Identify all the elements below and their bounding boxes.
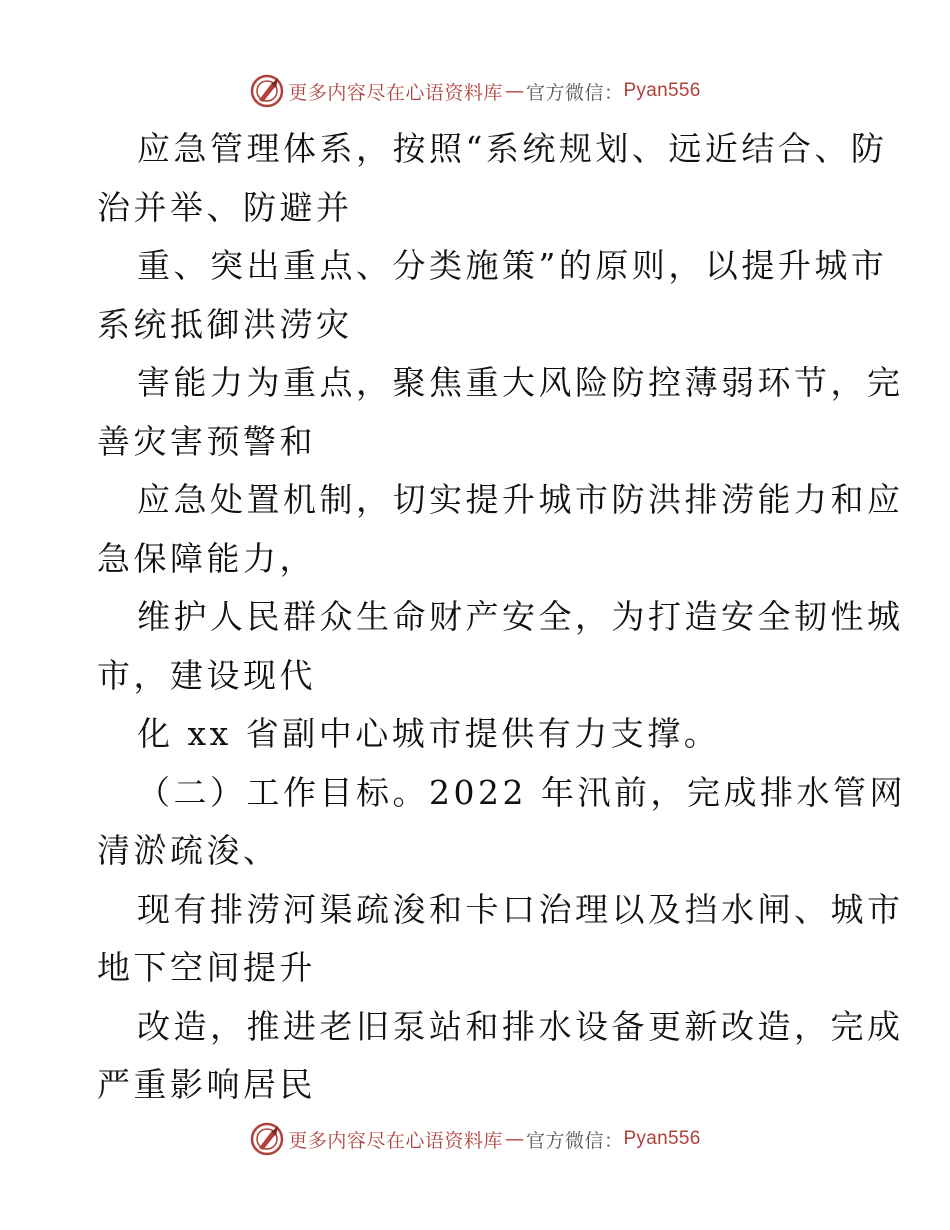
quill-pen-logo-icon (249, 73, 285, 109)
body-line: 清淤疏浚、 (97, 831, 280, 870)
banner-wechat-label: 官方微信： (525, 81, 624, 104)
body-line: 现有排涝河渠疏浚和卡口治理以及挡水闸、城市 (137, 889, 904, 929)
banner-dash: — (504, 80, 524, 102)
banner-dash: — (504, 1128, 524, 1150)
banner-wechat-handle: Pyan556 (623, 80, 701, 101)
body-line: 维护人民群众生命财产安全，为打造安全韧性城 (137, 597, 904, 636)
banner-wechat-handle: Pyan556 (623, 1128, 701, 1149)
body-line: 重、突出重点、分类施策”的原则，以提升城市 (137, 246, 888, 285)
body-line: 善灾害预警和 (97, 421, 316, 461)
body-line: 急保障能力， (97, 538, 316, 578)
body-line: 地下空间提升 (97, 948, 316, 987)
footer-banner (0, 1117, 950, 1161)
body-line: 害能力为重点，聚焦重大风险防控薄弱环节，完 (137, 363, 904, 402)
body-line: 应急处置机制，切实提升城市防洪排涝能力和应 (137, 480, 904, 519)
quill-pen-logo-icon (249, 1121, 285, 1157)
body-line: 系统抵御洪涝灾 (97, 304, 353, 344)
banner-slogan: 更多内容尽在心语资料库 (288, 1129, 503, 1152)
header-banner (0, 69, 950, 113)
banner-wechat-label: 官方微信： (525, 1129, 624, 1152)
document-body (97, 120, 906, 1115)
body-line: 治并举、防避并 (97, 187, 353, 227)
section-heading-line: （二）工作目标。2022 年汛前，完成排水管网 (137, 772, 906, 812)
body-line: 应急管理体系，按照“系统规划、远近结合、防 (137, 129, 888, 168)
banner-slogan: 更多内容尽在心语资料库 (288, 81, 503, 104)
body-line: 化 xx 省副中心城市提供有力支撑。 (137, 714, 721, 753)
body-line: 市，建设现代 (97, 655, 316, 695)
body-line: 严重影响居民 (97, 1065, 316, 1104)
body-line: 改造，推进老旧泵站和排水设备更新改造，完成 (137, 1006, 904, 1046)
